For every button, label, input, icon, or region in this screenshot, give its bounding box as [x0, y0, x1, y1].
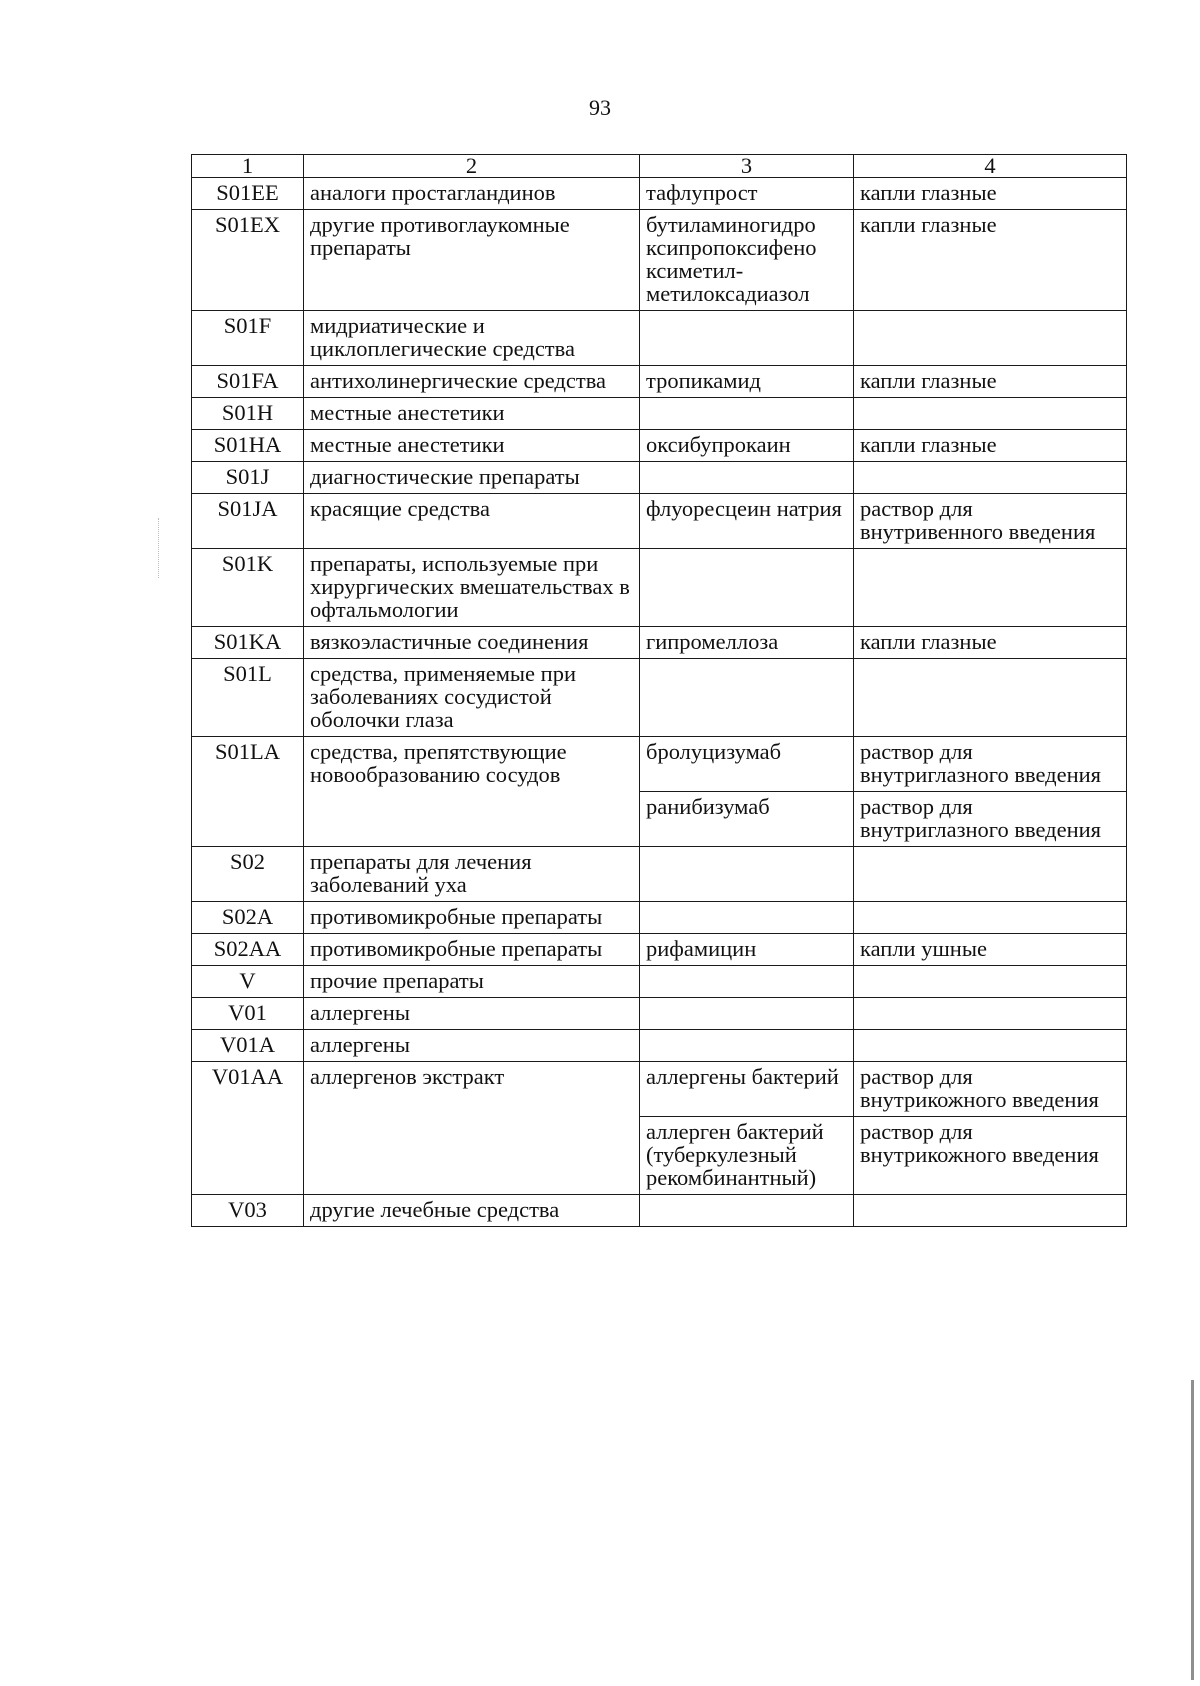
group-name-cell: аналоги простагландинов — [304, 178, 640, 210]
scan-binding-line — [1191, 1380, 1194, 1680]
table-row — [192, 178, 1127, 210]
table-row — [192, 737, 1127, 792]
table-row — [192, 462, 1127, 494]
group-name-cell: красящие средства — [304, 494, 640, 549]
group-name-cell: противомикробные препараты — [304, 902, 640, 934]
dosage-form-cell — [854, 659, 1127, 737]
table-row — [192, 549, 1127, 627]
dosage-form-cell: раствор для внутрикожного введения — [854, 1062, 1127, 1117]
dosage-form-cell: раствор для внутриглазного введения — [854, 792, 1127, 847]
atc-code-cell: S01K — [192, 549, 304, 627]
drug-name-cell: тафлупрост — [640, 178, 854, 210]
atc-code-cell: S01HA — [192, 430, 304, 462]
dosage-form-cell: раствор для внутрикожного введения — [854, 1117, 1127, 1195]
drug-name-cell — [640, 902, 854, 934]
table-row — [192, 934, 1127, 966]
group-name-cell: препараты для лечения заболеваний уха — [304, 847, 640, 902]
dosage-form-cell: капли глазные — [854, 210, 1127, 311]
dosage-form-cell — [854, 549, 1127, 627]
atc-code-cell: S01EX — [192, 210, 304, 311]
atc-code-cell: S01H — [192, 398, 304, 430]
atc-code-cell: S02AA — [192, 934, 304, 966]
drug-name-cell — [640, 398, 854, 430]
table-row — [192, 627, 1127, 659]
column-number-3: 3 — [640, 155, 854, 178]
drug-name-cell — [640, 659, 854, 737]
table-row — [192, 311, 1127, 366]
group-name-cell: местные анестетики — [304, 430, 640, 462]
atc-code-cell: S02 — [192, 847, 304, 902]
group-name-cell: средства, применяемые при заболеваниях сосудистой оболочки глаза — [304, 659, 640, 737]
atc-code-cell: S01J — [192, 462, 304, 494]
table-body — [192, 178, 1127, 1227]
dosage-form-cell — [854, 462, 1127, 494]
drug-name-cell: гипромеллоза — [640, 627, 854, 659]
atc-code-cell: S01F — [192, 311, 304, 366]
drug-name-cell — [640, 311, 854, 366]
group-name-cell: другие лечебные средства — [304, 1195, 640, 1227]
table-row — [192, 1062, 1127, 1117]
group-name-cell: диагностические препараты — [304, 462, 640, 494]
table-row — [192, 210, 1127, 311]
table-row — [192, 659, 1127, 737]
drug-name-cell: оксибупрокаин — [640, 430, 854, 462]
drug-name-cell: флуоресцеин натрия — [640, 494, 854, 549]
drug-name-cell: рифамицин — [640, 934, 854, 966]
group-name-cell: прочие препараты — [304, 966, 640, 998]
group-name-cell: аллергены — [304, 1030, 640, 1062]
dosage-form-cell — [854, 847, 1127, 902]
table-row — [192, 1030, 1127, 1062]
atc-code-cell: S01KA — [192, 627, 304, 659]
column-number-row — [192, 155, 1127, 178]
dosage-form-cell: капли глазные — [854, 178, 1127, 210]
group-name-cell: мидриатические и циклоплегические средства — [304, 311, 640, 366]
group-name-cell: препараты, используемые при хирургических вмешательствах в офтальмологии — [304, 549, 640, 627]
group-name-cell: другие противоглаукомные препараты — [304, 210, 640, 311]
atc-code-cell: S01FA — [192, 366, 304, 398]
dosage-form-cell — [854, 902, 1127, 934]
group-name-cell: вязкоэластичные соединения — [304, 627, 640, 659]
dosage-form-cell: капли глазные — [854, 430, 1127, 462]
atc-code-cell: V01 — [192, 998, 304, 1030]
atc-code-cell: V — [192, 966, 304, 998]
drug-name-cell: бутиламиногидро ксипропоксифено ксиметил-метилоксадиазол — [640, 210, 854, 311]
dosage-form-cell — [854, 966, 1127, 998]
atc-code-cell: V03 — [192, 1195, 304, 1227]
column-number-2: 2 — [304, 155, 640, 178]
column-number-1: 1 — [192, 155, 304, 178]
group-name-cell: средства, препятствующие новообразованию сосудов — [304, 737, 640, 847]
atc-code-cell: S02A — [192, 902, 304, 934]
dosage-form-cell: капли глазные — [854, 627, 1127, 659]
atc-code-cell: V01AA — [192, 1062, 304, 1195]
table-row — [192, 998, 1127, 1030]
table-row — [192, 430, 1127, 462]
column-number-4: 4 — [854, 155, 1127, 178]
dosage-form-cell — [854, 398, 1127, 430]
dosage-form-cell: капли ушные — [854, 934, 1127, 966]
scan-margin-marks — [158, 518, 163, 578]
table-row — [192, 494, 1127, 549]
drug-name-cell — [640, 462, 854, 494]
table-row — [192, 1195, 1127, 1227]
dosage-form-cell: капли глазные — [854, 366, 1127, 398]
drug-name-cell: аллерген бактерий (туберкулезный рекомбинантный) — [640, 1117, 854, 1195]
drug-name-cell — [640, 966, 854, 998]
drug-name-cell — [640, 549, 854, 627]
table-row — [192, 847, 1127, 902]
atc-code-cell: S01JA — [192, 494, 304, 549]
drug-name-cell: аллергены бактерий — [640, 1062, 854, 1117]
page-number: 93 — [589, 95, 611, 120]
atc-code-cell: V01A — [192, 1030, 304, 1062]
atc-code-cell: S01LA — [192, 737, 304, 847]
dosage-form-cell — [854, 1030, 1127, 1062]
table-row — [192, 966, 1127, 998]
drug-name-cell — [640, 1030, 854, 1062]
table-row — [192, 398, 1127, 430]
group-name-cell: аллергенов экстракт — [304, 1062, 640, 1195]
atc-code-cell: S01EE — [192, 178, 304, 210]
drug-name-cell — [640, 847, 854, 902]
drug-name-cell — [640, 1195, 854, 1227]
drug-name-cell: тропикамид — [640, 366, 854, 398]
table-row — [192, 902, 1127, 934]
group-name-cell: противомикробные препараты — [304, 934, 640, 966]
drug-classification-table — [191, 154, 1127, 1227]
table-row — [192, 366, 1127, 398]
dosage-form-cell — [854, 1195, 1127, 1227]
group-name-cell: местные анестетики — [304, 398, 640, 430]
group-name-cell: аллергены — [304, 998, 640, 1030]
dosage-form-cell — [854, 998, 1127, 1030]
drug-name-cell — [640, 998, 854, 1030]
dosage-form-cell — [854, 311, 1127, 366]
group-name-cell: антихолинергические средства — [304, 366, 640, 398]
dosage-form-cell: раствор для внутривенного введения — [854, 494, 1127, 549]
drug-name-cell: бролуцизумаб — [640, 737, 854, 792]
dosage-form-cell: раствор для внутриглазного введения — [854, 737, 1127, 792]
atc-code-cell: S01L — [192, 659, 304, 737]
drug-name-cell: ранибизумаб — [640, 792, 854, 847]
